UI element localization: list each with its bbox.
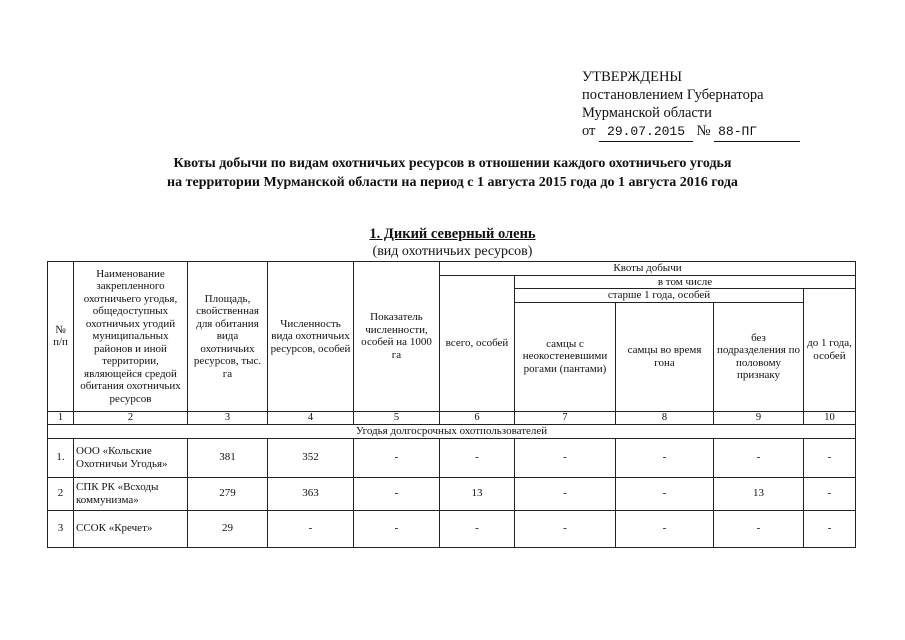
col-num: 9 [714, 411, 804, 425]
approval-line2: постановлением Губернатора [582, 87, 764, 103]
header-young: до 1 года, особей [804, 289, 856, 412]
approval-line3: Мурманской области [582, 105, 712, 121]
col-num: 7 [515, 411, 616, 425]
cell-name: ООО «Кольские Охотничьи Угодья» [74, 438, 188, 477]
header-area: Площадь, свойственная для обитания вида охотничьих ресурсов, тыс. га [188, 262, 268, 412]
document-title [0, 154, 905, 192]
col-num: 10 [804, 411, 856, 425]
header-name: Наименование закрепленного охотничьего угодья, общедоступных охотничьих угодий муниципальных районов и иной территории, являющейся средой обитания охотничьих ресурсов [74, 262, 188, 412]
from-label: от [582, 123, 596, 139]
section-heading [0, 226, 905, 260]
section-label: Угодья долгосрочных охотпользователей [48, 425, 856, 439]
cell-population: 352 [268, 438, 354, 477]
col-num: 5 [354, 411, 440, 425]
cell-name: ССОК «Кречет» [74, 510, 188, 547]
section-row [48, 425, 856, 439]
cell-rut: - [616, 438, 714, 477]
cell-rut: - [616, 477, 714, 510]
col-num: 4 [268, 411, 354, 425]
cell-total: 13 [440, 477, 515, 510]
cell-area: 279 [188, 477, 268, 510]
cell-num: 1. [48, 438, 74, 477]
cell-population: - [268, 510, 354, 547]
cell-total: - [440, 510, 515, 547]
col-num: 1 [48, 411, 74, 425]
header-num: № п/п [48, 262, 74, 412]
col-num: 2 [74, 411, 188, 425]
title-line2: на территории Мурманской области на период с 1 августа 2015 года до 1 августа 2016 года [167, 175, 738, 190]
title-line1: Квоты добычи по видам охотничьих ресурсов в отношении каждого охотничьего угодья [173, 156, 732, 171]
cell-nodiv: - [714, 438, 804, 477]
header-total: всего, особей [440, 275, 515, 411]
header-density: Показатель численности, особей на 1000 га [354, 262, 440, 412]
cell-area: 29 [188, 510, 268, 547]
cell-population: 363 [268, 477, 354, 510]
cell-total: - [440, 438, 515, 477]
cell-num: 2 [48, 477, 74, 510]
cell-nodiv: - [714, 510, 804, 547]
col-num: 8 [616, 411, 714, 425]
cell-density: - [354, 438, 440, 477]
table-row [48, 477, 856, 510]
species-subheading: (вид охотничьих ресурсов) [372, 244, 533, 259]
approval-date-line [582, 122, 800, 142]
cell-antlers: - [515, 438, 616, 477]
header-population: Численность вида охотничьих ресурсов, особей [268, 262, 354, 412]
cell-antlers: - [515, 477, 616, 510]
cell-nodiv: 13 [714, 477, 804, 510]
column-numbers-row [48, 411, 856, 425]
number-label: № [696, 123, 711, 139]
header-nodiv: без подразделения по половому признаку [714, 302, 804, 411]
approval-block [582, 68, 800, 142]
quota-table [47, 261, 856, 548]
cell-young: - [804, 438, 856, 477]
approval-date: 29.07.2015 [599, 123, 693, 142]
cell-density: - [354, 477, 440, 510]
header-older: старше 1 года, особей [515, 289, 804, 303]
cell-young: - [804, 477, 856, 510]
cell-name: СПК РК «Всходы коммунизма» [74, 477, 188, 510]
table-row [48, 510, 856, 547]
header-quotas: Квоты добычи [440, 262, 856, 276]
header-antlers: самцы с неокостеневшими рогами (пантами) [515, 302, 616, 411]
approval-line1: УТВЕРЖДЕНЫ [582, 69, 683, 85]
cell-density: - [354, 510, 440, 547]
col-num: 3 [188, 411, 268, 425]
cell-antlers: - [515, 510, 616, 547]
header-rut: самцы во время гона [616, 302, 714, 411]
header-including: в том числе [515, 275, 856, 289]
table-row [48, 438, 856, 477]
col-num: 6 [440, 411, 515, 425]
cell-area: 381 [188, 438, 268, 477]
header-row-1 [48, 262, 856, 276]
approval-number: 88-ПГ [714, 123, 800, 142]
species-heading: 1. Дикий северный олень [369, 226, 536, 242]
cell-num: 3 [48, 510, 74, 547]
cell-rut: - [616, 510, 714, 547]
cell-young: - [804, 510, 856, 547]
